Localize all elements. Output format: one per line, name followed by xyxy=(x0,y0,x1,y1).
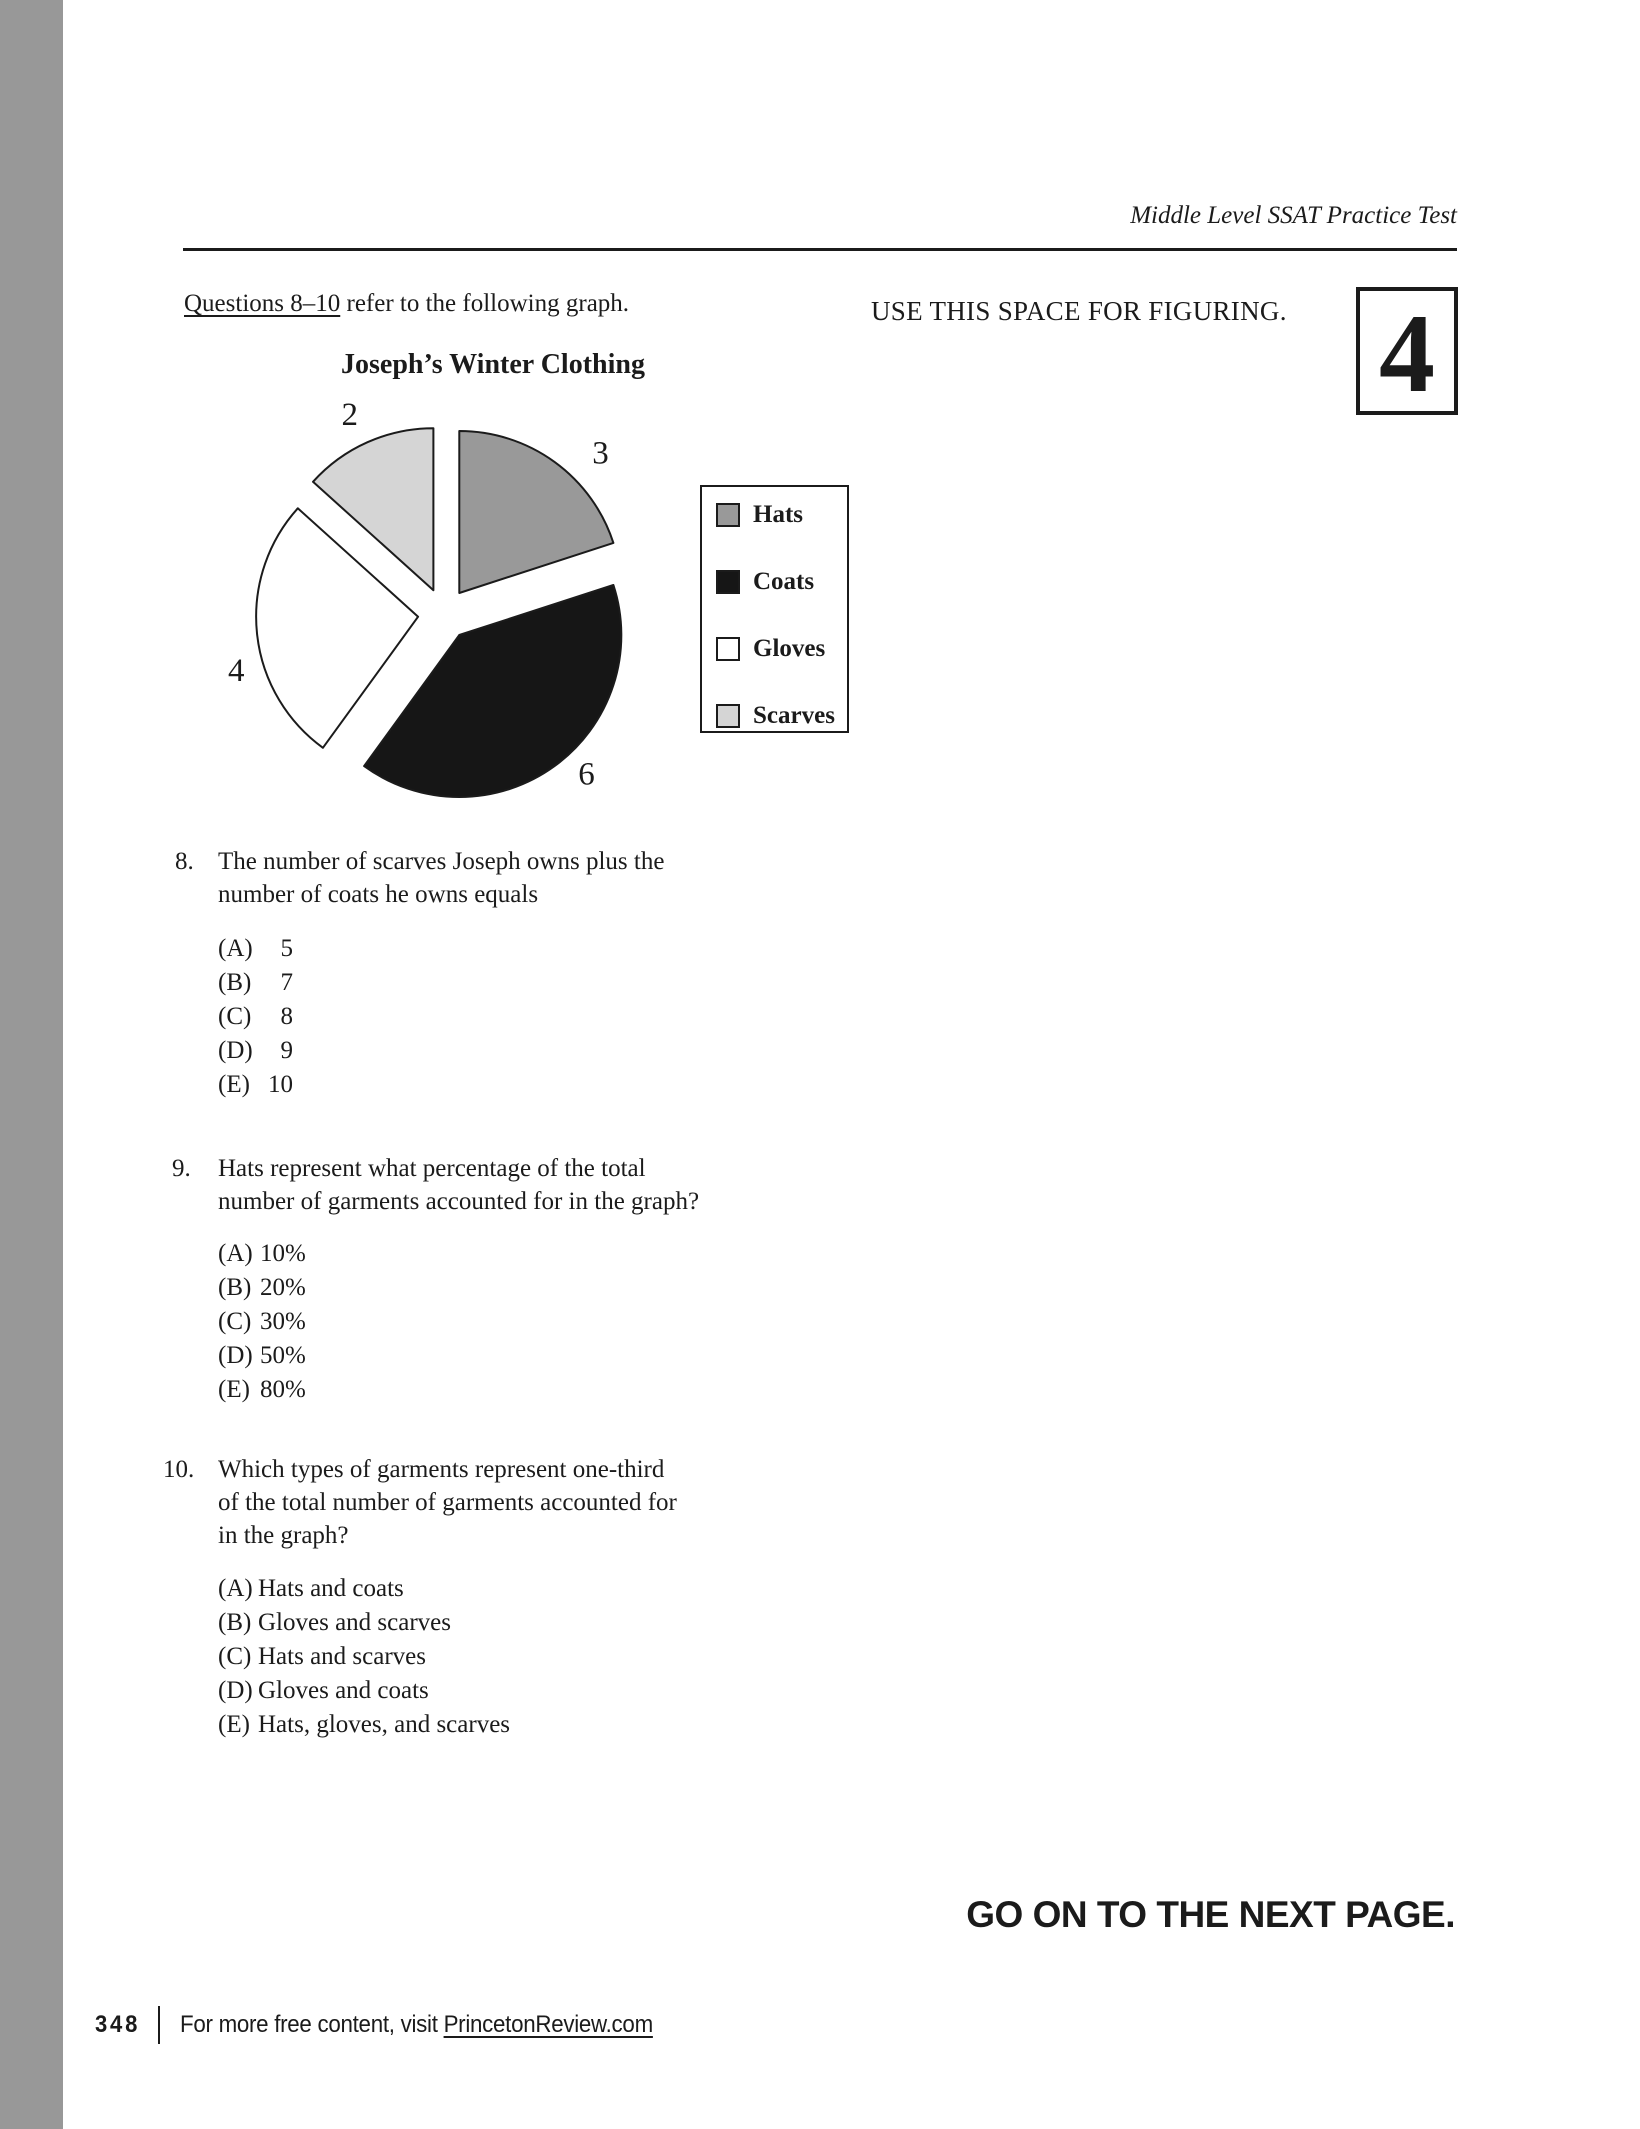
footer-text-prefix: For more free content, visit xyxy=(180,2011,444,2038)
choice-row xyxy=(218,1068,293,1102)
go-on-instruction: GO ON TO THE NEXT PAGE. xyxy=(966,1894,1455,1935)
choice-letter: (D) xyxy=(218,1677,253,1704)
legend-label-gloves: Gloves xyxy=(753,635,826,662)
question-8-choices xyxy=(218,932,293,1102)
section-number-box xyxy=(1356,287,1458,415)
chart-legend xyxy=(700,485,849,733)
choice-value: 9 xyxy=(280,1037,293,1064)
choice-letter: (C) xyxy=(218,1003,252,1030)
questions-note-range: Questions 8–10 xyxy=(184,290,341,317)
legend-item-scarves xyxy=(716,704,847,728)
choice-value: 5 xyxy=(280,935,293,962)
legend-swatch-hats xyxy=(716,503,740,527)
choice-row xyxy=(218,1606,510,1640)
choice-row xyxy=(218,932,293,966)
legend-item-gloves xyxy=(716,637,847,661)
choice-letter: (E) xyxy=(218,1071,250,1098)
choice-value: 8 xyxy=(280,1003,293,1030)
footer-text xyxy=(180,2011,653,2039)
header-rule xyxy=(183,248,1457,251)
choice-letter: (A) xyxy=(218,1240,253,1267)
question-10-line-1: Which types of garments represent one-third xyxy=(218,1456,665,1483)
choice-value: 50% xyxy=(260,1342,306,1369)
question-8-line-1: The number of scarves Joseph owns plus the xyxy=(218,848,665,875)
choice-row xyxy=(218,1000,293,1034)
choice-row xyxy=(218,1034,293,1068)
questions-note-rest: refer to the following graph. xyxy=(340,290,630,317)
question-9-line-1: Hats represent what percentage of the total xyxy=(218,1155,646,1182)
choice-value: Gloves and coats xyxy=(258,1677,429,1704)
question-9-choices xyxy=(218,1237,306,1407)
question-10-line-2: of the total number of garments accounted for xyxy=(218,1489,677,1516)
choice-row xyxy=(218,1305,306,1339)
choice-value: 10 xyxy=(268,1071,293,1098)
choice-value: Gloves and scarves xyxy=(258,1609,451,1636)
choice-value: 30% xyxy=(260,1308,306,1335)
question-10-choices xyxy=(218,1572,510,1742)
choice-letter: (C) xyxy=(218,1308,252,1335)
pie-chart xyxy=(180,390,660,820)
choice-letter: (D) xyxy=(218,1037,253,1064)
figuring-note: USE THIS SPACE FOR FIGURING. xyxy=(871,296,1287,326)
choice-letter: (B) xyxy=(218,1609,252,1636)
choice-value: Hats and scarves xyxy=(258,1643,426,1670)
pie-value-label-gloves: 4 xyxy=(227,653,245,690)
page-footer xyxy=(95,2006,689,2044)
legend-item-hats xyxy=(716,503,847,527)
choice-row xyxy=(218,966,293,1000)
question-8-line-2: number of coats he owns equals xyxy=(218,881,539,908)
legend-swatch-scarves xyxy=(716,704,740,728)
legend-label-coats: Coats xyxy=(753,568,815,595)
choice-row xyxy=(218,1271,306,1305)
choice-row xyxy=(218,1373,306,1407)
choice-row xyxy=(218,1640,510,1674)
footer-link[interactable]: PrincetonReview.com xyxy=(443,2011,653,2038)
pie-value-label-scarves: 2 xyxy=(341,397,358,434)
choice-letter: (A) xyxy=(218,1575,253,1602)
choice-letter: (A) xyxy=(218,935,253,962)
legend-label-scarves: Scarves xyxy=(753,702,835,729)
choice-row xyxy=(218,1339,306,1373)
question-9 xyxy=(172,1152,699,1218)
choice-letter: (E) xyxy=(218,1376,250,1403)
page-header-title: Middle Level SSAT Practice Test xyxy=(1130,202,1457,229)
choice-letter: (E) xyxy=(218,1711,250,1738)
legend-swatch-gloves xyxy=(716,637,740,661)
question-10-number: 10. xyxy=(163,1456,195,1483)
choice-row xyxy=(218,1674,510,1708)
question-9-line-2: number of garments accounted for in the graph? xyxy=(218,1188,700,1215)
question-8 xyxy=(175,845,664,911)
choice-row xyxy=(218,1572,510,1606)
legend-item-coats xyxy=(716,570,847,594)
choice-value: 80% xyxy=(260,1376,306,1403)
choice-letter: (C) xyxy=(218,1643,252,1670)
page-margin-bar xyxy=(0,0,63,2129)
section-number: 4 xyxy=(1379,292,1435,416)
question-9-number: 9. xyxy=(172,1155,191,1182)
footer-divider xyxy=(158,2006,160,2044)
legend-swatch-coats xyxy=(716,570,740,594)
legend-label-hats: Hats xyxy=(753,501,803,528)
question-10 xyxy=(163,1453,677,1552)
choice-letter: (D) xyxy=(218,1342,253,1369)
chart-title: Joseph’s Winter Clothing xyxy=(341,349,645,380)
choice-value: 20% xyxy=(260,1274,306,1301)
choice-value: 10% xyxy=(260,1240,306,1267)
pie-value-label-coats: 6 xyxy=(578,756,595,793)
question-8-number: 8. xyxy=(175,848,194,875)
choice-row xyxy=(218,1708,510,1742)
choice-letter: (B) xyxy=(218,969,252,996)
pie-slice-hats xyxy=(459,431,613,593)
choice-value: Hats, gloves, and scarves xyxy=(258,1711,511,1738)
pie-value-label-hats: 3 xyxy=(592,435,609,472)
choice-letter: (B) xyxy=(218,1274,252,1301)
questions-note xyxy=(184,290,629,318)
question-10-line-3: in the graph? xyxy=(218,1522,349,1549)
choice-row xyxy=(218,1237,306,1271)
choice-value: 7 xyxy=(280,969,293,996)
page-number: 348 xyxy=(95,2011,141,2038)
choice-value: Hats and coats xyxy=(258,1575,404,1602)
